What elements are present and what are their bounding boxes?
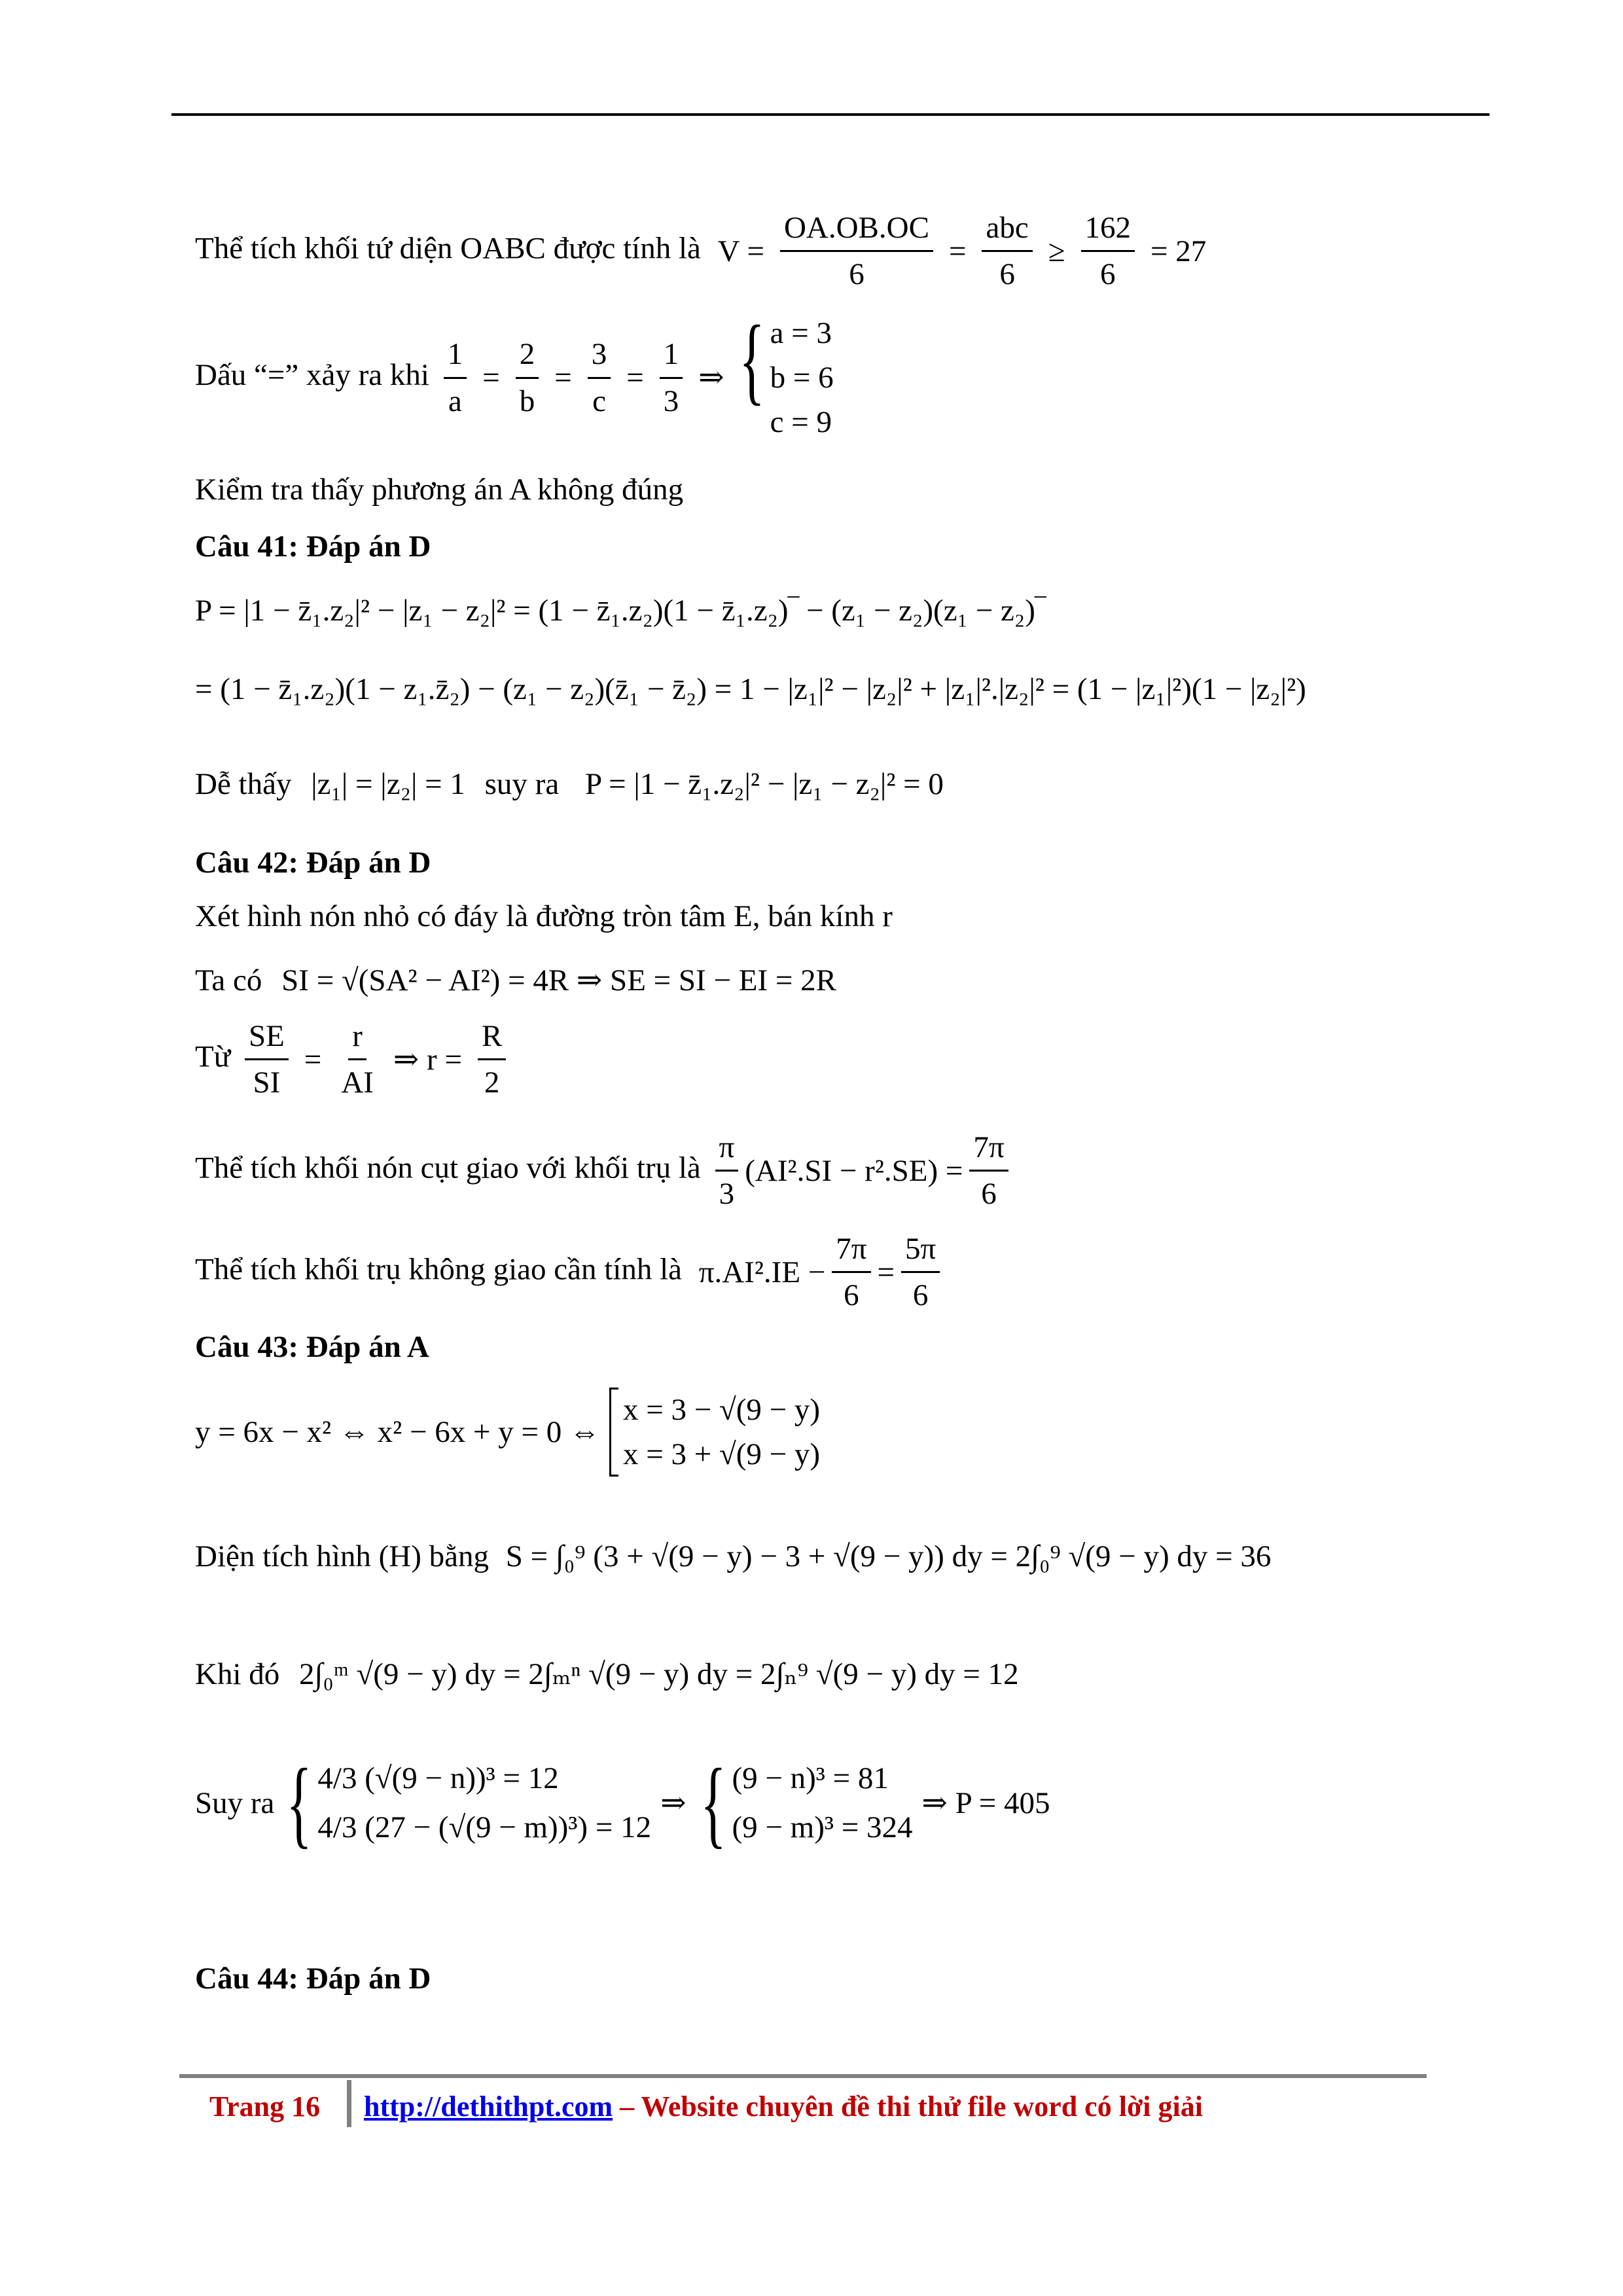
volume-formula: V = $\frac{OA.OB.OC}{6}$ = $\frac{\text{abc}}{6}$ ≥ $\frac{162}{6}$ = 27 — [717, 211, 1207, 292]
q43-line-2: Diện tích hình (H) bằng S = ∫₀⁹ (3 + √(9 − y) − 3 + √(9 − y)) dy = 2∫₀⁹ √(9 − y) dy = 36 — [195, 1539, 1272, 1573]
q43-line-1: y = 6x − x² ⇔ x² − 6x + y = 0 ⇔ x = 3 − √(9 − y) x = 3 + √(9 − y) — [195, 1388, 820, 1477]
q41-formula-1: P = |1 − z̄₁.z₂|² − |z₁ − z₂|² = (1 − z̄₁.z₂)(1 − z̄₁.z₂)‾ − (z₁ − z₂)(z₁ − z₂)‾ — [195, 594, 1046, 628]
q42-heading: Câu 42: Đáp án D — [195, 846, 431, 880]
q43-line-3: Khi đó 2∫₀ᵐ √(9 − y) dy = 2∫ₘⁿ √(9 − y) dy = 2∫ₙ⁹ √(9 − y) dy = 12 — [195, 1657, 1019, 1691]
q44-heading: Câu 44: Đáp án D — [195, 1962, 431, 1996]
equality-text: Dấu “=” xảy ra khi — [195, 357, 429, 392]
footer-rule — [179, 2074, 1427, 2078]
check-text: Kiểm tra thấy phương án A không đúng — [195, 473, 684, 507]
q43-line-4: Suy ra { 4/3 (√(9 − n))³ = 12 4/3 (27 − (√(9 − m))³) = 12 ⇒ { (9 − n)³ = 81 (9 − m)³ = 324 ⇒ P = 405 — [195, 1749, 1050, 1857]
header-rule — [171, 113, 1489, 116]
q41-heading: Câu 41: Đáp án D — [195, 529, 431, 564]
q42-line-2: Ta có SI = √(SA² − AI²) = 4R ⇒ SE = SI − EI = 2R — [195, 963, 836, 997]
q43-heading: Câu 43: Đáp án A — [195, 1330, 429, 1364]
equality-line: Dấu “=” xảy ra khi $\frac{1}{a}$ = $\frac{2}{b}$ = $\frac{3}{c}$ = $\frac{1}{3}$ ⇒ { a = 3 b = 6 c = 9 — [195, 311, 834, 444]
footer-text — [364, 2090, 1203, 2123]
q42-line-4: Thể tích khối nón cụt giao với khối trụ là $\frac{\pi}{3}$ (AI².SI − r².SE) = $\frac{7\pi}{6}$ — [195, 1129, 1015, 1213]
q43-system-1: { 4/3 (√(9 − n))³ = 12 4/3 (27 − (√(9 − m))³) = 12 — [286, 1749, 652, 1857]
volume-text: Thể tích khối tứ diện OABC được tính là — [195, 231, 701, 266]
abc-system: { a = 3 b = 6 c = 9 — [738, 306, 834, 440]
q42-text-1: Xét hình nón nhỏ có đáy là đường tròn tâm E, bán kính r — [195, 899, 893, 933]
page-number: Trang 16 — [209, 2090, 321, 2123]
q42-line-3: Từ $\frac{SE}{SI}$ = $\frac{r}{AI}$ ⇒ r = $\frac{R}{2}$ — [195, 1018, 512, 1102]
footer-divider — [347, 2080, 351, 2127]
q42-line-5: Thể tích khối trụ không giao cần tính là π.AI².IE − $\frac{7\pi}{6}$ = $\frac{5\pi}{6}$ — [195, 1230, 946, 1314]
q43-system-2: { (9 − n)³ = 81 (9 − m)³ = 324 — [700, 1749, 913, 1857]
q41-line-3: Dễ thấy |z₁| = |z₂| = 1 suy ra P = |1 − z̄₁.z₂|² − |z₁ − z₂|² = 0 — [195, 767, 944, 801]
volume-line — [195, 209, 1215, 293]
q41-formula-2: = (1 − z̄₁.z₂)(1 − z₁.z̄₂) − (z₁ − z₂)(z̄₁ − z̄₂) = 1 − |z₁|² − |z₂|² + |z₁|².|z₂|² = (1 − |z₁|²)(1 − |z₂|²) — [195, 672, 1306, 706]
website-link[interactable]: http://dethithpt.com — [364, 2090, 613, 2123]
footer-tagline: – Website chuyên đề thi thử file word có lời giải — [613, 2090, 1203, 2123]
x-solutions: x = 3 − √(9 − y) x = 3 + √(9 − y) — [609, 1388, 820, 1477]
